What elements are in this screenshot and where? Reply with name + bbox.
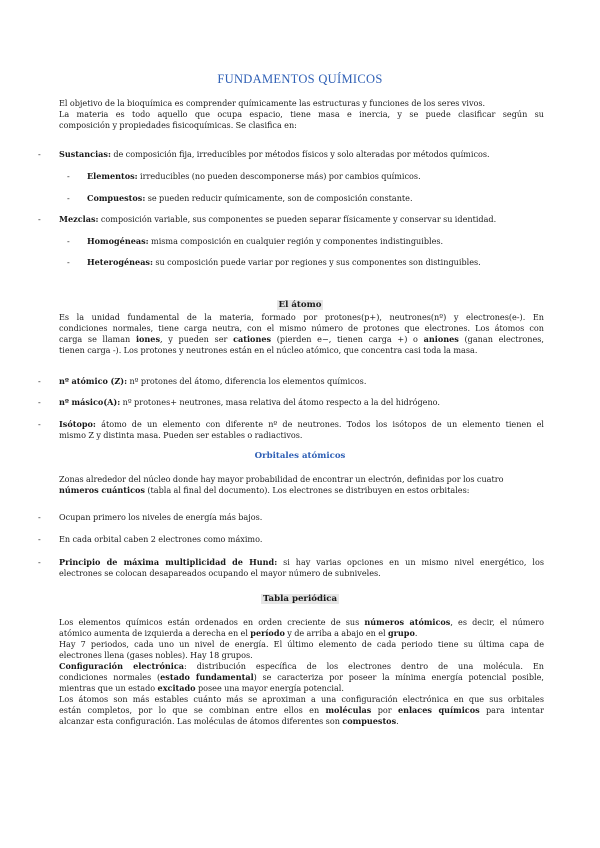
- list-item-numero-atomico: [59, 376, 549, 387]
- list-marker: -: [38, 214, 41, 224]
- document-title: FUNDAMENTOS QUÍMICOS: [217, 72, 383, 86]
- definition: nº protones+ neutrones, masa relativa del átomo respecto a la del hidrógeno.: [120, 397, 440, 407]
- section-heading-atomo: [0, 300, 600, 310]
- list-item-numero-masico: [59, 397, 549, 408]
- orbitales-line: números cuánticos (tabla al final del documento). Los electrones se distribuyen en estos orbitales:: [59, 485, 470, 495]
- list-marker: -: [38, 376, 41, 386]
- list-item-sustancias: [59, 149, 549, 160]
- tabla-line: mientras que un estado excitado posee una mayor energía potencial.: [59, 683, 344, 693]
- tabla-line: atómico aumenta de izquierda a derecha en el período y de arriba a abajo en el grupo.: [59, 628, 418, 638]
- definition: electrones se colocan desapareados ocupando el mayor número de subniveles.: [59, 568, 381, 578]
- list-marker: -: [38, 419, 41, 429]
- term: nº atómico (Z):: [59, 376, 128, 386]
- tabla-line: Los átomos son más estables cuánto más se aproximan a una configuración electrónica en que sus orbitales: [59, 694, 544, 704]
- atomo-line: tienen carga -). Los protones y neutrones están en el núcleo atómico, que concentra casi toda la masa.: [59, 345, 478, 355]
- list-marker: -: [38, 149, 41, 159]
- term: Homogéneas:: [87, 236, 149, 246]
- heading-text: Orbitales atómicos: [254, 451, 346, 461]
- term: Sustancias:: [59, 149, 111, 159]
- orbitales-paragraph: [59, 474, 544, 496]
- term: Elementos:: [87, 171, 138, 181]
- list-item-elementos: [87, 171, 547, 182]
- intro-line: La materia es todo aquello que ocupa espacio, tiene masa e inercia, y se puede clasificar según su: [59, 109, 544, 119]
- term: Compuestos:: [87, 193, 146, 203]
- list-item-heterogeneas: [87, 257, 547, 268]
- section-heading-orbitales: [0, 451, 600, 461]
- list-item-isotopo: [59, 419, 544, 441]
- section-heading-tabla: [0, 594, 600, 604]
- definition: mismo Z y distinta masa. Pueden ser estables o radiactivos.: [59, 430, 303, 440]
- tabla-line: electrones llena (gases nobles). Hay 18 grupos.: [59, 650, 253, 660]
- list-item-hund: [59, 557, 544, 579]
- definition: de composición fija, irreducibles por métodos físicos y solo alteradas por métodos químicos.: [110, 149, 490, 159]
- list-item-mezclas: [59, 214, 549, 225]
- orbitales-line: Zonas alrededor del núcleo donde hay mayor probabilidad de encontrar un electrón, definidas por los cuatro: [59, 474, 504, 484]
- list-item-homogeneas: [87, 236, 547, 247]
- term: Mezclas:: [59, 214, 99, 224]
- term: Principio de máxima multiplicidad de Hund:: [59, 557, 278, 567]
- atomo-paragraph: [59, 312, 544, 356]
- tabla-paragraph: [59, 617, 544, 727]
- list-item-compuestos: [87, 193, 547, 204]
- definition: nº protones del átomo, diferencia los elementos químicos.: [127, 376, 367, 386]
- list-marker: -: [38, 512, 41, 522]
- list-marker: -: [67, 236, 70, 246]
- list-marker: -: [38, 557, 41, 567]
- intro-line: El objetivo de la bioquímica es comprender químicamente las estructuras y funciones de los seres vivos.: [59, 98, 486, 108]
- term: Heterogéneas:: [87, 257, 153, 267]
- atomo-line: carga se llaman iones, y pueden ser cationes (pierden e−, tienen carga +) o aniones (ganan electrones,: [59, 334, 545, 344]
- definition: si hay varias opciones en un mismo nivel energético, los: [277, 557, 544, 567]
- list-marker: -: [67, 193, 70, 203]
- definition: composición variable, sus componentes se pueden separar físicamente y conservar su identidad.: [98, 214, 497, 224]
- term: nº másico(A):: [59, 397, 121, 407]
- tabla-line: Hay 7 periodos, cada uno un nivel de energía. El último elemento de cada periodo tiene su última capa de: [59, 639, 544, 649]
- list-item-orbital-rule: Ocupan primero los niveles de energía más bajos.: [59, 512, 263, 522]
- list-marker: -: [67, 257, 70, 267]
- list-marker: -: [38, 397, 41, 407]
- list-marker: -: [38, 534, 41, 544]
- list-marker: -: [67, 171, 70, 181]
- heading-text: El átomo: [278, 300, 322, 310]
- intro-paragraph: [59, 98, 544, 131]
- tabla-line: están completos, por lo que se combinan entre ellos en moléculas por enlaces químicos para intentar: [59, 705, 545, 715]
- atomo-line: Es la unidad fundamental de la materia, formado por protones(p+), neutrones(nº) y electrones(e-). En: [59, 312, 544, 322]
- definition: átomo de un elemento con diferente nº de neutrones. Todos los isótopos de un elemento tienen el: [95, 419, 544, 429]
- tabla-line: condiciones normales (estado fundamental) se caracteriza por poseer la mínima energía potencial posible,: [59, 672, 544, 682]
- tabla-line: alcanzar esta configuración. Las moléculas de átomos diferentes son compuestos.: [59, 716, 399, 726]
- tabla-line: Los elementos químicos están ordenados en orden creciente de sus números atómicos, es decir, el número: [59, 617, 544, 627]
- heading-text: Tabla periódica: [262, 594, 338, 604]
- atomo-line: condiciones normales, tiene carga neutra, con el mismo número de protones que electrones. Los átomos con: [59, 323, 544, 333]
- definition: irreducibles (no pueden descomponerse más) por cambios químicos.: [137, 171, 421, 181]
- intro-line: composición y propiedades fisicoquímicas. Se clasifica en:: [59, 120, 297, 130]
- tabla-line: Configuración electrónica: distribución específica de los electrones dentro de una molécula. En: [59, 661, 544, 671]
- definition: misma composición en cualquier región y componentes indistinguibles.: [148, 236, 444, 246]
- list-item-orbital-rule: En cada orbital caben 2 electrones como máximo.: [59, 534, 263, 544]
- definition: su composición puede variar por regiones y sus componentes son distinguibles.: [152, 257, 481, 267]
- definition: se pueden reducir químicamente, son de composición constante.: [145, 193, 413, 203]
- term: Isótopo:: [59, 419, 96, 429]
